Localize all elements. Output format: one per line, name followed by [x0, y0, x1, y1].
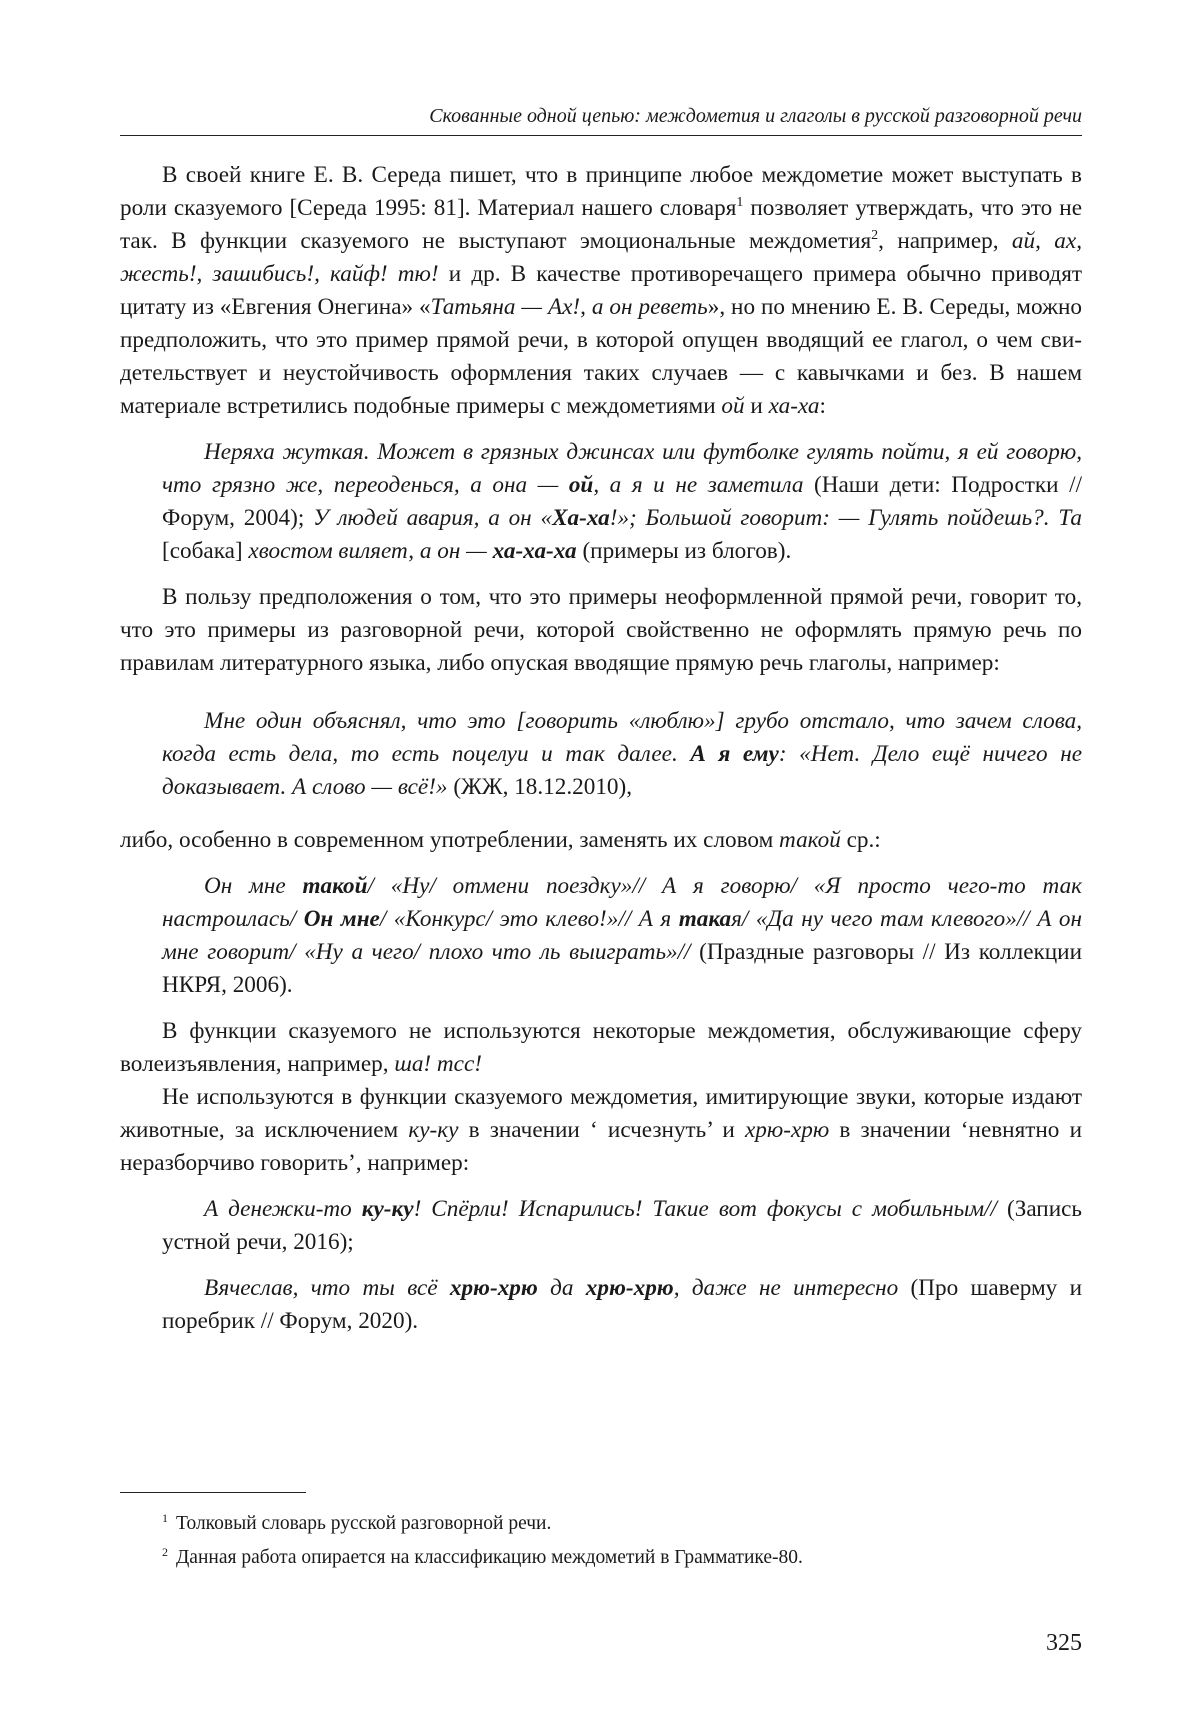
footnote-text: Данная работа опирается на классификацию междометий в Грамматике-80. — [176, 1547, 803, 1568]
example-quote-1: Неряха жуткая. Может в грязных джинсах или футболке гулять пойти, я ей говорю, что грязно же, переоденься, а она — ой, а я и не заметила (Наши дети: Подростки // Форум, 2004); У людей авария, а он «Ха-ха!»; Большой говорит: — Гулять пойдешь?. Та [собака] хвостом виляет, а он — ха-ха-ха (примеры из блогов). — [162, 439, 1083, 564]
paragraph-2: В пользу предположения о том, что это примеры неоформленной прямой речи, говорит то, что это примеры из разговорной речи, которой свойственно не оформлять прямую речь по правилам литературного языка, либо опуская вводящие прямую речь глаголы, например: — [120, 584, 1082, 676]
paragraph-1: В своей книге Е. В. Середа пишет, что в принципе любое междометие может выступать в роли сказуемого [Середа 1995: 81]. Материал нашего словаря$^1$ позволяет утверждать, что это не так. В функции сказуемого не выступают эмоциональные междометия$^2$, например, ай, ах, жесть!, зашибись!, кайф! тю! и др. В качестве противоречащего примера обычно приводят цитату из «Евгения Онегина» «Татьяна — Ах!, а он реветь», но по мнению Е. В. Середы, можно предположить, что это пример прямой речи, в которой опущен вводящий ее глагол, о чем свидетельствует и неустойчивость оформления таких случаев — с кавычками и без. В нашем материале встретились подобные примеры с междометиями ой и ха-ха: — [120, 162, 1083, 419]
example-quote-4: А денежки-то ку-ку! Спёрли! Испарились! Такие вот фокусы с мобильным// (Запись устной речи, 2016); — [162, 1196, 1082, 1255]
footnote-separator — [120, 1492, 306, 1493]
paragraph-5: Не используются в функции сказуемого междометия, имитирующие звуки, которые издают животные, за исключением ку-ку в значении ‘ исчезнуть’ и хрю-хрю в значении ‘невнятно и неразборчиво говорить’, например: — [120, 1084, 1082, 1176]
example-quote-5: Вячеслав, что ты всё хрю-хрю да хрю-хрю, даже не интересно (Про шаверму и поребрик // Форум, 2020). — [162, 1275, 1082, 1334]
footnote-ref-2[interactable]: 2 — [871, 228, 879, 243]
footnote-1 — [162, 1507, 1082, 1541]
footnote-number: 1 — [162, 1511, 168, 1525]
page-number: 325 — [1046, 1630, 1082, 1656]
main-text — [120, 159, 1082, 1338]
example-quote-3: Он мне такой/ «Ну/ отмени поездку»// А я говорю/ «Я просто чего-то так настроилась/ Он мне/ «Конкурс/ это клево!»// А я такая/ «Да ну чего там клевого»// А он мне говорит/ «Ну а чего/ плохо что ль выиграть»// (Праздные разговоры // Из коллекции НКРЯ, 2006). — [162, 873, 1083, 998]
footnote-number: 2 — [162, 1545, 168, 1559]
footnote-2 — [162, 1541, 1082, 1575]
header-rule — [120, 135, 1082, 136]
footnote-ref-1[interactable]: 1 — [736, 195, 744, 210]
footnotes — [162, 1507, 1082, 1575]
paragraph-3: либо, особенно в современном употреблении, заменять их словом такой ср.: — [120, 827, 881, 853]
footnote-text: Толковый словарь русской разговорной речи. — [176, 1513, 552, 1534]
running-head: Скованные одной цепью: междометия и глаголы в русской разговорной речи — [429, 105, 1082, 127]
paragraph-4: В функции сказуемого не используются некоторые междометия, обслуживающие сферу волеизъявления, например, ша! тсс! — [120, 1018, 1082, 1077]
example-quote-2: Мне один объяснял, что это [говорить «люблю»] грубо отстало, что зачем слова, когда есть дела, то есть поцелуи и так далее. А я ему: «Нет. Дело ещё ничего не доказывает. А слово — всё!» (ЖЖ, 18.12.2010), — [162, 708, 1082, 800]
